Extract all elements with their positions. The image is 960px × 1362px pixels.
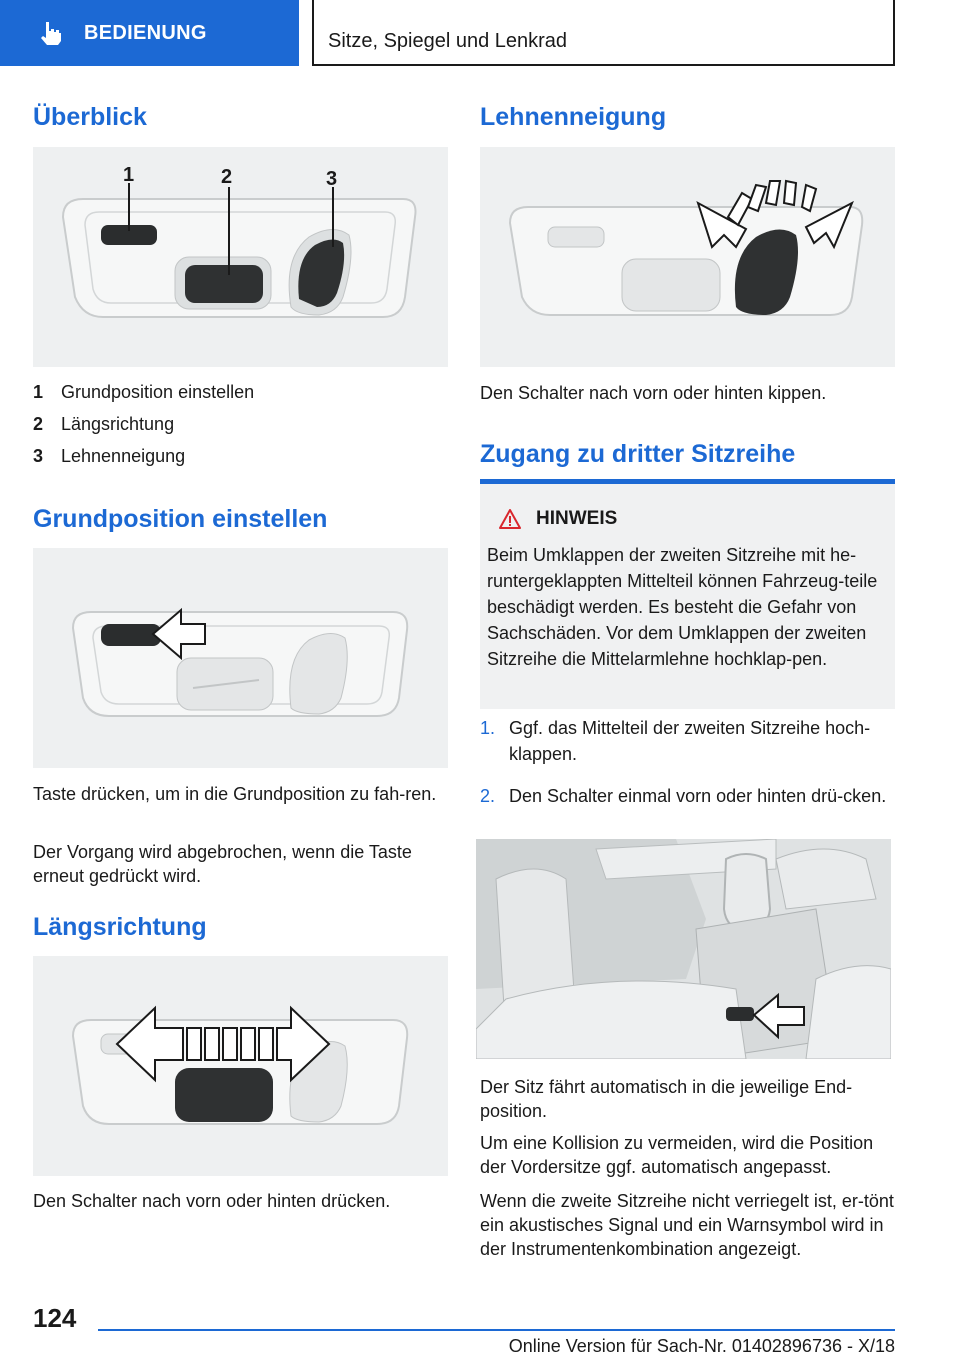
third-row-heading: Zugang zu dritter Sitzreihe [480,440,796,468]
warning-triangle-icon [498,508,522,530]
page-number: 124 [33,1303,77,1333]
section-tab [0,0,299,66]
basic-position-text-1: Taste drücken, um in die Grundposition zu fah-ren. [33,784,437,804]
longitudinal-illustration [33,956,448,1176]
overview-legend [33,376,254,472]
third-row-illustration [476,839,891,1059]
legend-item: 3 Lehnenneigung [33,445,186,466]
backrest-tilt-arrow-image [480,147,895,367]
overview-heading: Überblick [33,103,147,131]
hand-pointer-icon [36,19,64,47]
basic-position-text-2: Der Vorgang wird abgebrochen, wenn die Taste erneut gedrückt wird. [33,842,412,886]
legend-item: 2 Längsrichtung [33,413,175,434]
callout-3: 3 [326,168,338,190]
legend-item: 1 Grundposition einstellen [33,381,255,402]
seat-control-panel-image [33,147,448,367]
after-text-1: Der Sitz fährt automatisch in die jeweilige End-position. [480,1077,853,1121]
footer-divider [98,1329,895,1331]
step-item: 2. Den Schalter einmal vorn oder hinten drü-cken. [480,786,887,806]
section-label: BEDIENUNG [84,21,207,44]
callout-1: 1 [123,164,135,186]
vehicle-interior-image [476,839,891,1059]
after-text-2: Um eine Kollision zu vermeiden, wird die Position der Vordersitze ggf. automatisch angepasst. [480,1133,874,1177]
longitudinal-text: Den Schalter nach vorn oder hinten drücken. [33,1191,391,1211]
notice-text: Beim Umklappen der zweiten Sitzreihe mit he-runtergeklappten Mittelteil können Fahrzeug-teile beschädigt werden. Es besteht die Gefahr von Sachschäden. Vor dem Umklappen der zweiten Sitzreihe die Mittelarmlehne hochklap-pen. [487,545,878,669]
backrest-text: Den Schalter nach vorn oder hinten kippen. [480,383,827,403]
step-item: 1. Ggf. das Mittelteil der zweiten Sitzreihe hoch-klappen. [480,718,871,764]
backrest-heading: Lehnenneigung [480,103,667,131]
seat-button-arrow-image [33,548,448,768]
chapter-label: Sitze, Spiegel und Lenkrad [328,30,568,52]
longitudinal-heading: Längsrichtung [33,913,207,941]
basic-position-illustration [33,548,448,768]
basic-position-heading: Grundposition einstellen [33,505,328,533]
backrest-illustration [480,147,895,367]
notice-label: HINWEIS [536,508,618,529]
chapter-tab [312,0,895,66]
seat-slide-arrow-image [33,956,448,1176]
step-list [480,715,895,825]
callout-2: 2 [221,166,233,188]
notice-header [498,508,617,530]
overview-illustration [33,147,448,367]
page-header [0,0,960,66]
footer-version-text: Online Version für Sach-Nr. 01402896736 - X/18 [508,1336,895,1356]
notice-box [480,479,895,709]
after-text-3: Wenn die zweite Sitzreihe nicht verriegelt ist, er-tönt ein akustisches Signal und ein Warnsymbol wird in der Instrumentenkombination angezeigt. [480,1191,894,1259]
